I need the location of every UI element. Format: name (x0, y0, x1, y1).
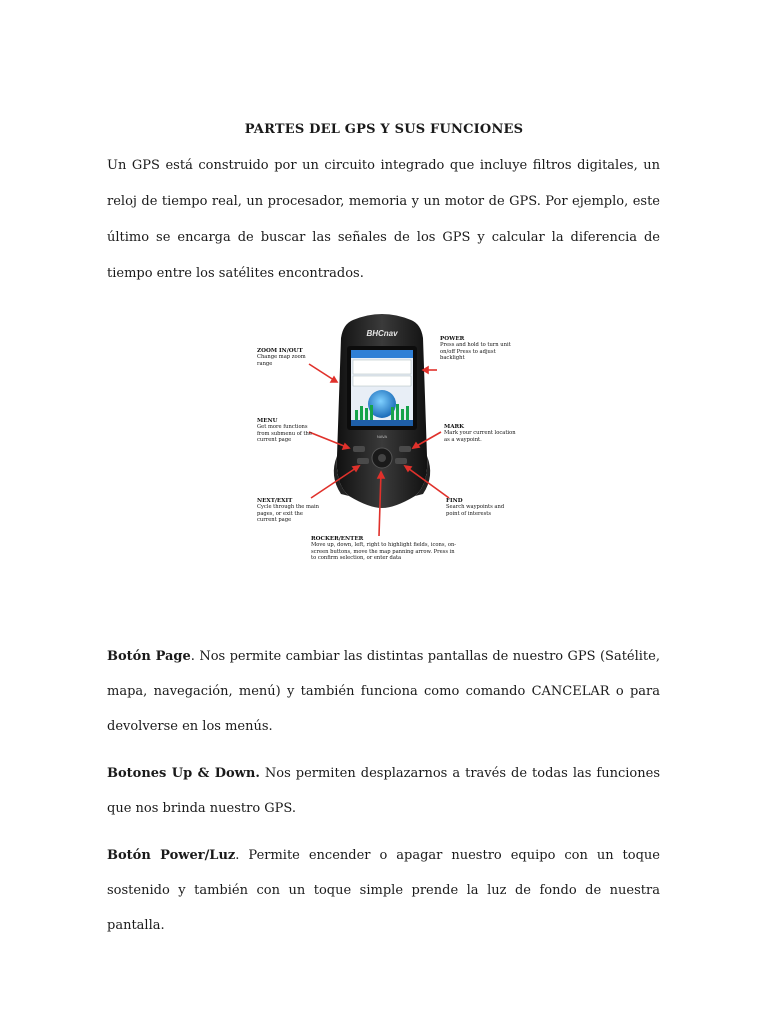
callout-rocker-text: Move up, down, left, right to highlight fields, icons, on-screen buttons, move the map panning arrow. Press in to confirm selection, or enter data (311, 542, 457, 562)
callout-power (440, 336, 512, 362)
callout-zoom-title: ZOOM IN/OUT (257, 348, 303, 354)
brand-logo: BHCnav (366, 329, 398, 338)
callout-menu (257, 418, 317, 444)
section-botones-up-down (107, 756, 660, 826)
model-label: NAVA (376, 434, 388, 439)
section-text: Nos permiten desplazarnos a través de todas las funciones que nos brinda nuestro GPS. (107, 766, 660, 816)
callout-next-text: Cycle through the main pages, or exit the current page (257, 504, 320, 524)
document-title: PARTES DEL GPS Y SUS FUNCIONES (244, 122, 524, 137)
section-boton-page (107, 639, 660, 744)
section-heading: Botón Page (107, 649, 191, 664)
callout-power-text: Press and hold to turn unit on/off Press to adjust backlight (440, 342, 511, 362)
mark-button (399, 446, 411, 452)
callout-menu-text: Get more functions from submenu of the current page (257, 424, 312, 444)
callout-mark-title: MARK (444, 424, 465, 430)
next-exit-button (357, 458, 369, 464)
section-heading: Botón Power/Luz (107, 848, 236, 863)
callout-zoom (257, 348, 317, 367)
callout-next (257, 498, 321, 524)
callout-next-title: NEXT/EXIT (257, 498, 293, 504)
callout-find-text: Search waypoints and point of interests (446, 504, 505, 517)
callout-mark (444, 424, 516, 443)
intro-paragraph: Un GPS está construido por un circuito integrado que incluye filtros digitales, un reloj de tiempo real, un procesador, memoria y un motor de GPS. Por ejemplo, este último se encarga de buscar las señales de los GPS y calcular la diferencia de tiempo entre los satélites encontrados. (107, 158, 660, 281)
callout-rocker-title: ROCKER/ENTER (311, 536, 364, 542)
callout-rocker (311, 536, 459, 562)
section-text: . Permite encender o apagar nuestro equipo con un toque sostenido y también con un toque simple prende la luz de fondo de nuestra pantalla. (107, 848, 660, 933)
section-heading: Botones Up & Down. (107, 766, 260, 781)
callout-power-title: POWER (440, 336, 465, 342)
find-button (395, 458, 407, 464)
callout-find-title: FIND (446, 498, 463, 504)
callout-zoom-text: Change map zoom range (257, 354, 306, 367)
section-text: . Nos permite cambiar las distintas pantallas de nuestro GPS (Satélite, mapa, navegación, menú) y también funciona como comando CANCELAR o para devolverse en los menús. (107, 649, 660, 734)
callout-find (446, 498, 518, 517)
section-boton-power (107, 838, 660, 943)
callout-menu-title: MENU (257, 418, 278, 424)
menu-button (353, 446, 365, 452)
gps-diagram (245, 306, 527, 576)
callout-mark-text: Mark your current location as a waypoint. (444, 430, 516, 443)
